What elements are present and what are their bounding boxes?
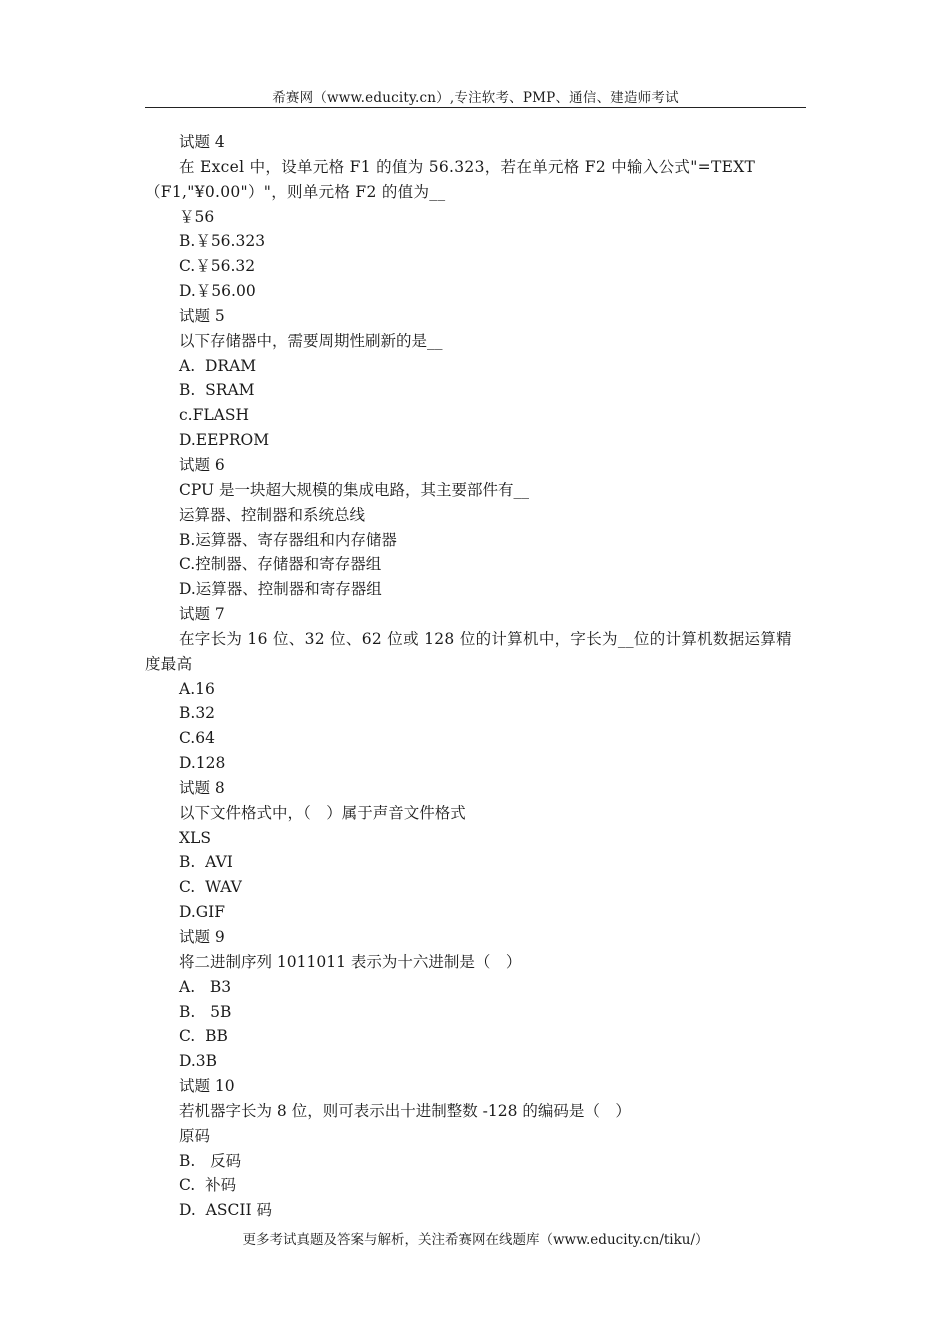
option: B.运算器、寄存器组和内存储器 (179, 530, 397, 549)
option: B.￥56.323 (179, 232, 266, 251)
option: C. 补码 (179, 1176, 237, 1195)
option: D.128 (179, 754, 226, 773)
question-stem: 在字长为 16 位、32 位、62 位或 128 位的计算机中，字长为__位的计算机数据运算精度最高 (145, 629, 792, 673)
option: C. WAV (179, 878, 242, 897)
option: D.运算器、控制器和寄存器组 (179, 580, 382, 599)
option: B. 5B (179, 1002, 232, 1021)
option: 运算器、控制器和系统总线 (179, 505, 366, 524)
option: D. ASCII 码 (179, 1201, 273, 1220)
option: A. B3 (179, 977, 232, 996)
page-header: 希赛网（www.educity.cn）,专注软考、PMP、通信、建造师考试 (272, 90, 679, 106)
option: B. AVI (179, 853, 233, 872)
question-stem: 以下存储器中，需要周期性刷新的是__ (179, 331, 443, 350)
option: C.控制器、存储器和寄存器组 (179, 555, 382, 574)
question-stem: 若机器字长为 8 位，则可表示出十进制整数 -128 的编码是（ ） (179, 1101, 631, 1120)
option: D.GIF (179, 903, 226, 922)
question-title: 试题 9 (179, 928, 225, 946)
question-stem: CPU 是一块超大规模的集成电路，其主要部件有__ (179, 480, 530, 499)
option: A. DRAM (179, 356, 257, 375)
question-title: 试题 10 (179, 1077, 235, 1096)
question-title: 试题 4 (179, 133, 225, 151)
question-title: 试题 8 (179, 778, 225, 797)
option: C.64 (179, 729, 215, 748)
question-title: 试题 7 (179, 605, 225, 624)
option: D.EEPROM (179, 431, 270, 450)
document-body (145, 130, 807, 1223)
option: C. BB (179, 1027, 228, 1046)
option: D.3B (179, 1052, 218, 1071)
option: B. 反码 (179, 1151, 242, 1170)
page-footer: 更多考试真题及答案与解析，关注希赛网在线题库（www.educity.cn/tiku/） (242, 1232, 709, 1248)
question-stem: 在 Excel 中，设单元格 F1 的值为 56.323，若在单元格 F2 中输入公式"=TEXT（F1,"¥0.00"）"，则单元格 F2 的值为__ (145, 157, 756, 201)
question-title: 试题 6 (179, 455, 225, 474)
header-divider (145, 107, 806, 108)
question-stem: 将二进制序列 1011011 表示为十六进制是（ ） (179, 952, 522, 971)
option: 原码 (179, 1126, 211, 1145)
option: B. SRAM (179, 381, 255, 400)
option: A.16 (179, 679, 215, 698)
option: ￥56 (179, 207, 215, 226)
option: D.￥56.00 (179, 282, 256, 301)
question-stem: 以下文件格式中，（ ）属于声音文件格式 (179, 803, 466, 822)
question-title: 试题 5 (179, 306, 225, 325)
option: C.￥56.32 (179, 257, 256, 276)
option: c.FLASH (179, 406, 249, 425)
option: B.32 (179, 704, 216, 723)
option: XLS (179, 828, 211, 847)
